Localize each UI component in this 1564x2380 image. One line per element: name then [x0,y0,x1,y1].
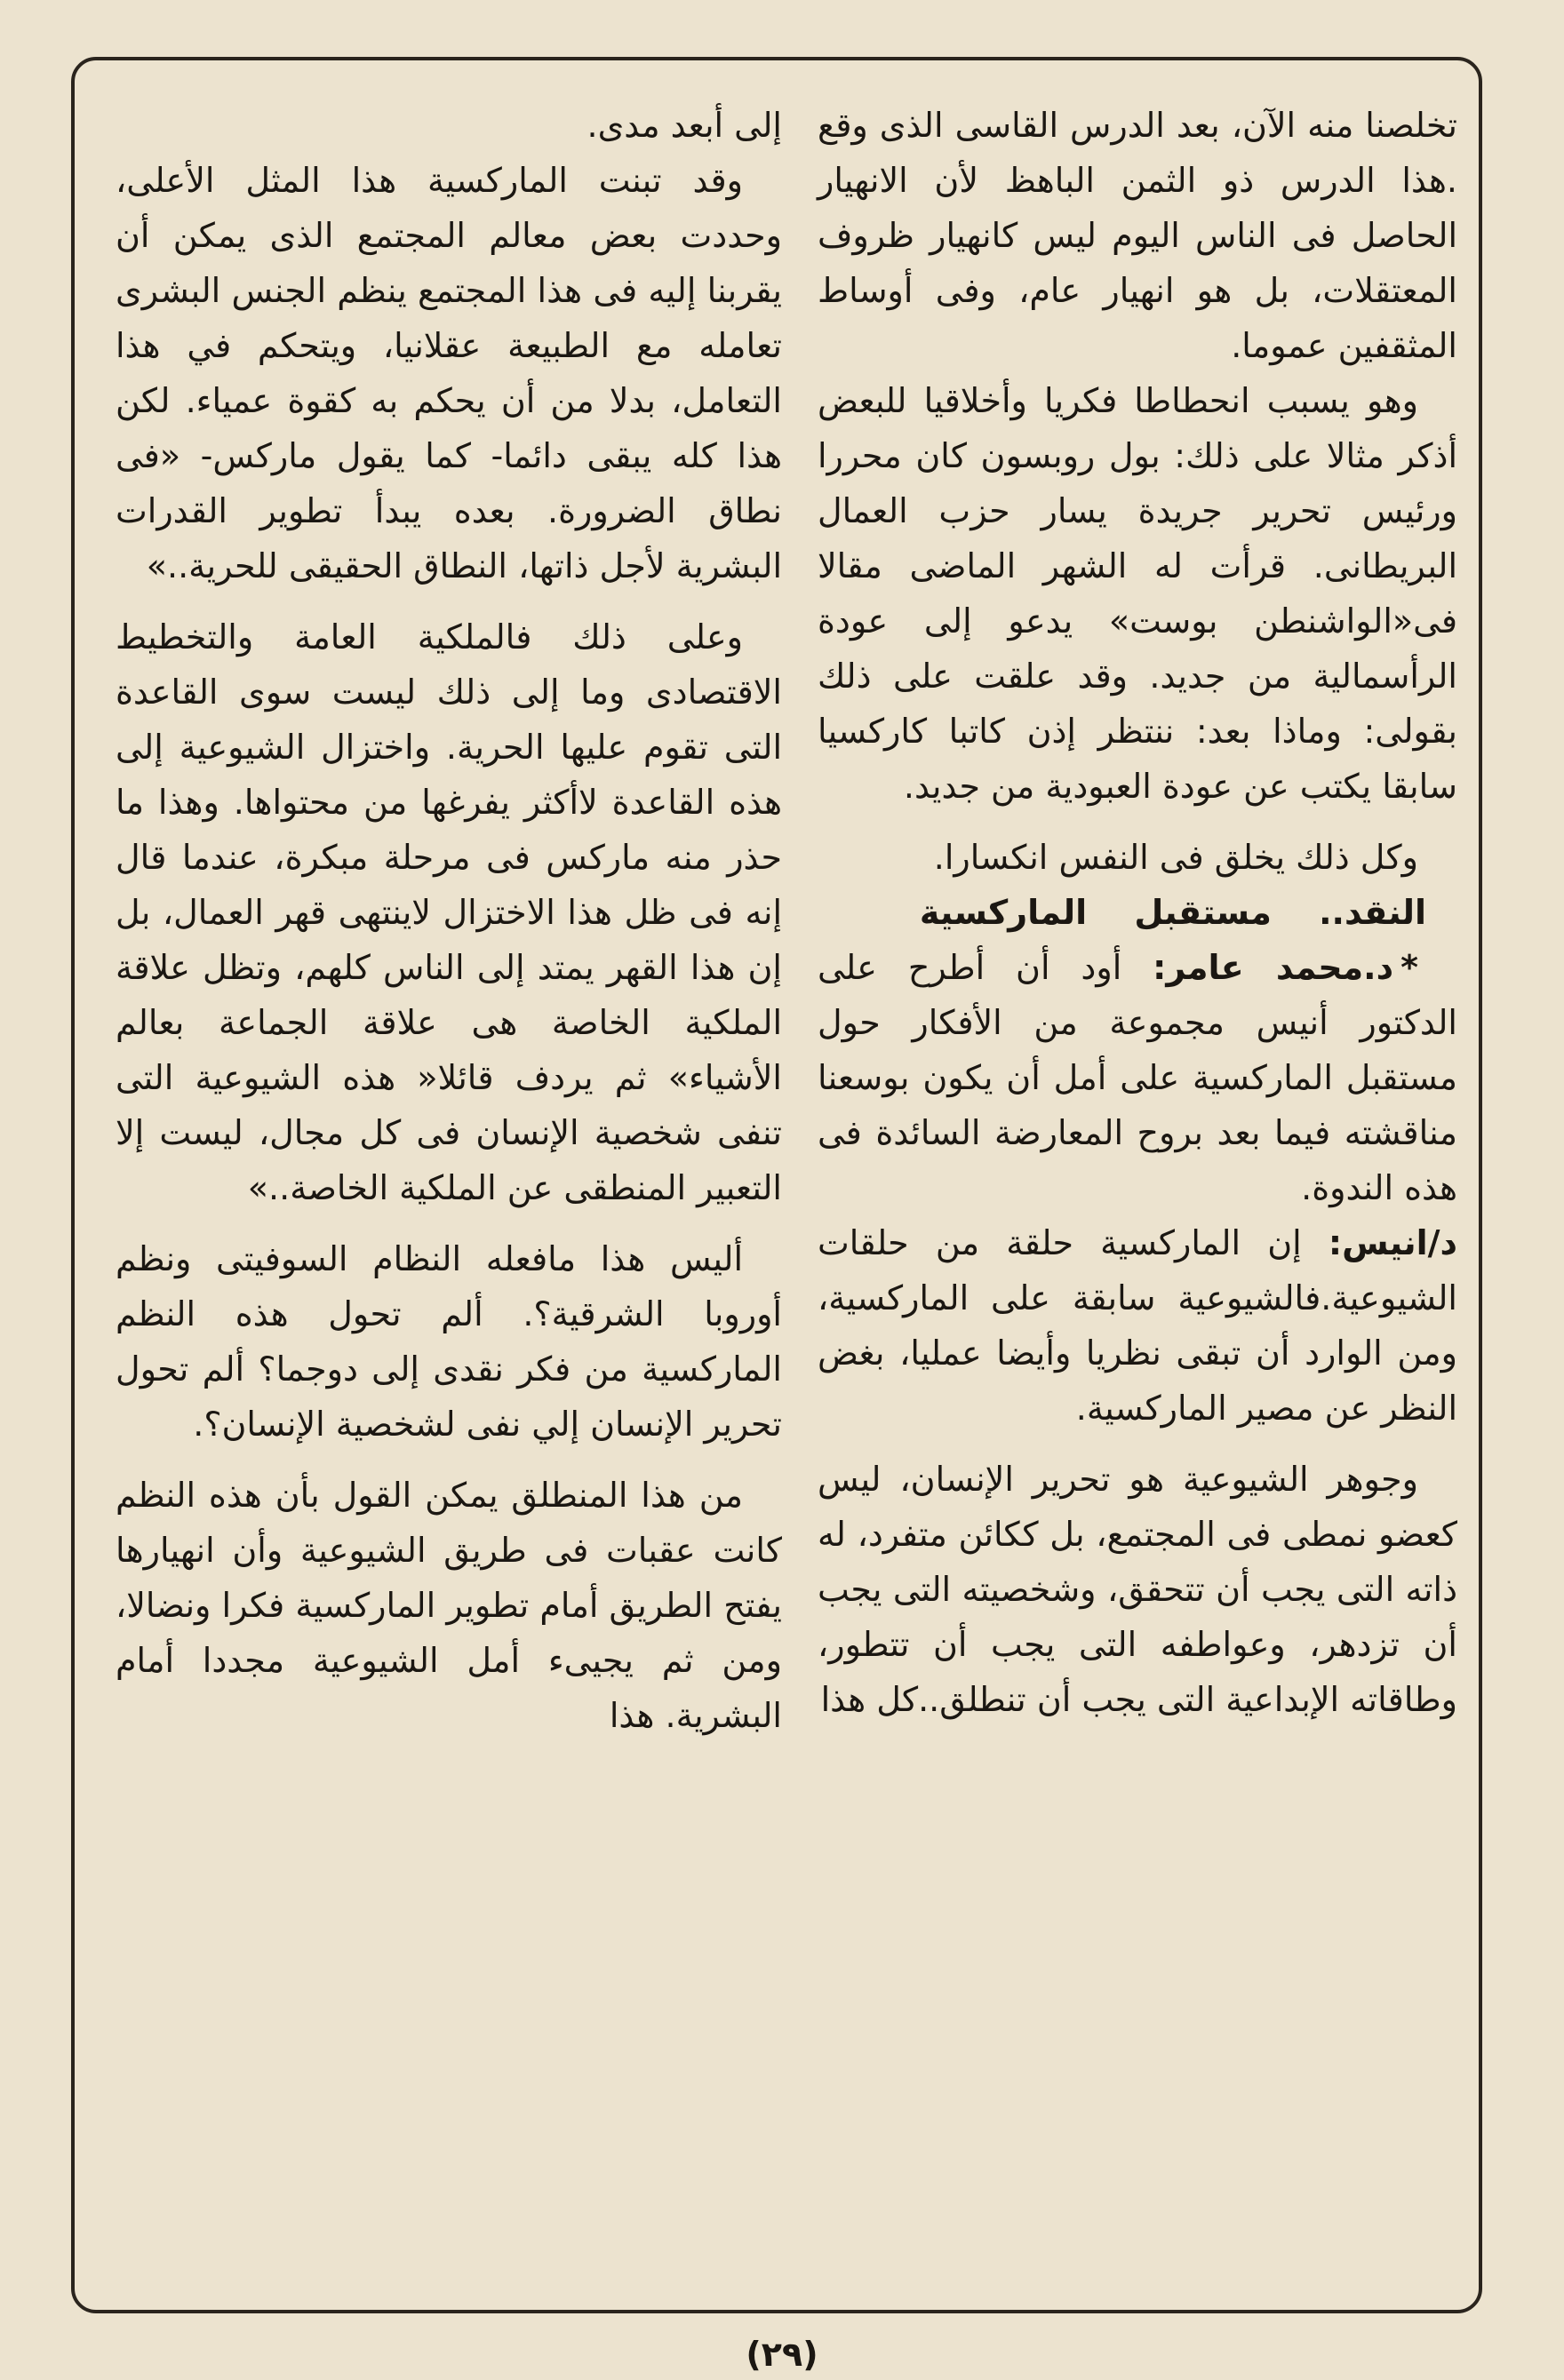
paragraph: من هذا المنطلق يمكن القول بأن هذه النظم كانت عقبات فى طريق الشيوعية وأن انهيارها يفتح الطريق أمام تطوير الماركسية فكرا ونضالا، ومن ثم يجيىء أمل الشيوعية مجددا أمام البشرية. هذا [116,1476,782,1735]
right-column [818,98,1457,1727]
paragraph-text: أود أن أطرح على الدكتور أنيس مجموعة من الأفكار حول مستقبل الماركسية على أمل أن يكون بوسعنا مناقشته فيما بعد بروح المعارضة السائدة فى هذه الندوة. [818,948,1457,1207]
paragraph: وقد تبنت الماركسية هذا المثل الأعلى، وحددت بعض معالم المجتمع الذى يمكن أن يقربنا إليه فى هذا المجتمع ينظم الجنس البشرى تعامله مع الطبيعة عقلانيا، ويتحكم في هذا التعامل، بدلا من أن يحكم به كقوة عمياء. لكن هذا كله يبقى دائما- كما يقول ماركس- «فى نطاق الضرورة. بعده يبدأ تطوير القدرات البشرية لأجل ذاتها، النطاق الحقيقى للحرية..» [116,161,782,585]
paragraph: وكل ذلك يخلق فى النفس انكسارا. [933,838,1418,877]
section-heading: النقد.. مستقبل الماركسية [919,893,1427,932]
paragraph: أليس هذا مافعله النظام السوفيتى ونظم أوروبا الشرقية؟. ألم تحول هذه النظم الماركسية من فكر نقدى إلى دوجما؟ ألم تحول تحرير الإنسان إلي نفى لشخصية الإنسان؟. [116,1239,782,1444]
left-column [116,98,782,1743]
page-number: (٢٩) [746,2335,818,2374]
paragraph: وعلى ذلك فالملكية العامة والتخطيط الاقتصادى وما إلى ذلك ليست سوى القاعدة التى تقوم عليها الحرية. واختزال الشيوعية إلى هذه القاعدة لاأكثر يفرغها من محتواها. وهذا ما حذر منه ماركس فى مرحلة مبكرة، عندما قال إنه فى ظل هذا الاختزال لاينتهى قهر العمال، بل إن هذا القهر يمتد إلى الناس كلهم، وتظل علاقة الملكية الخاصة هى علاقة الجماعة بعالم الأشياء» ثم يردف قائلا« هذه الشيوعية التى تنفى شخصية الإنسان فى كل مجال، ليست إلا التعبير المنطقى عن الملكية الخاصة..» [116,617,782,1207]
paragraph [818,1215,1457,1436]
paragraph: إلى أبعد مدى. [586,106,782,145]
paragraph [818,940,1457,1215]
paragraph: وهو يسبب انحطاطا فكريا وأخلاقيا للبعض أذكر مثالا على ذلك: بول روبسون كان محررا ورئيس تحرير جريدة يسار حزب العمال البريطانى. قرأت له الشهر الماضى مقالا فى«الواشنطن بوست» يدعو إلى عودة الرأسمالية من جديد. وقد علقت على ذلك بقولى: وماذا بعد: ننتظر إذن كاتبا كاركسيا سابقا يكتب عن عودة العبودية من جديد. [818,381,1457,806]
paragraph: وجوهر الشيوعية هو تحرير الإنسان، ليس كعضو نمطى فى المجتمع، بل ككائن متفرد، له ذاته التى يجب أن تتحقق، وشخصيته التى يجب أن تزدهر، وعواطفه التى يجب أن تتطور، وطاقاته الإبداعية التى يجب أن تنطلق..كل هذا [818,1460,1457,1719]
speaker-name: د.محمد عامر: [1153,948,1394,987]
speaker-name: د/انيس: [1328,1223,1457,1262]
paragraph: تخلصنا منه الآن، بعد الدرس القاسى الذى وقع .هذا الدرس ذو الثمن الباهظ لأن الانهيار الحاصل فى الناس اليوم ليس كانهيار ظروف المعتقلات، بل هو انهيار عام، وفى أوساط المثقفين عموما. [818,106,1457,365]
star-marker: * [1400,948,1418,987]
paragraph-text: إن الماركسية حلقة من حلقات الشيوعية.فالشيوعية سابقة على الماركسية، ومن الوارد أن تبقى نظريا وأيضا عمليا، بغض النظر عن مصير الماركسية. [818,1223,1457,1428]
